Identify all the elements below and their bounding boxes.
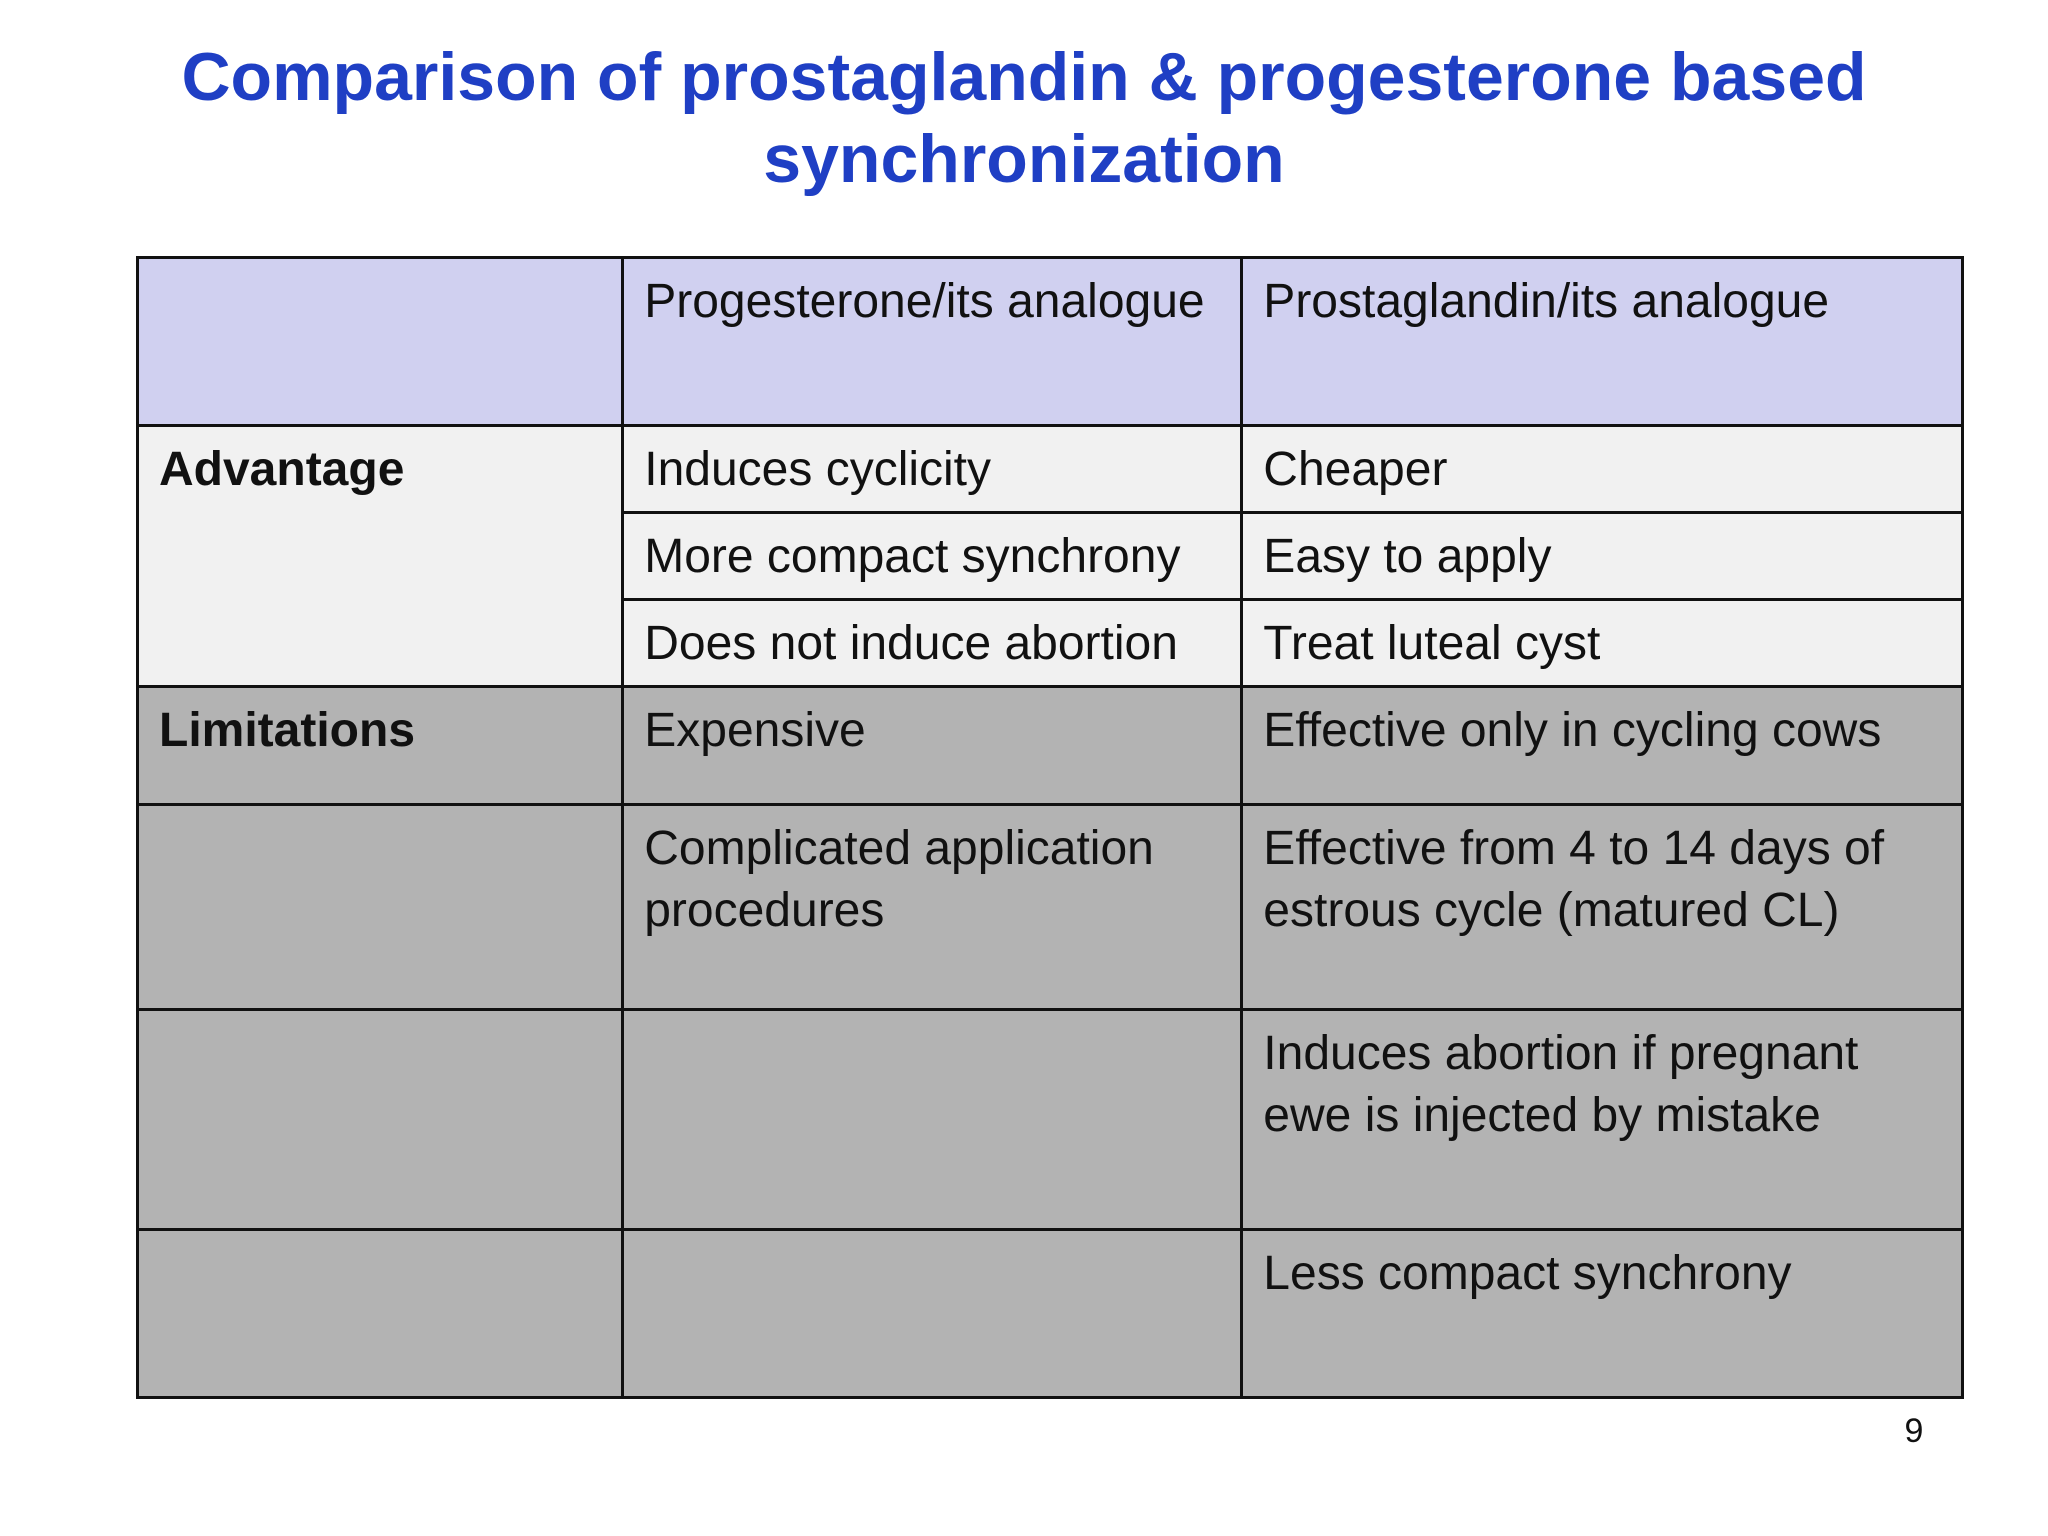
limitations-label: Limitations bbox=[138, 687, 623, 805]
limitations-empty-label-cell bbox=[138, 1230, 623, 1398]
limitations-prostaglandin-cell: Effective from 4 to 14 days of estrous cycle (matured CL) bbox=[1242, 805, 1963, 1010]
advantage-label: Advantage bbox=[138, 426, 623, 687]
header-prostaglandin: Prostaglandin/its analogue bbox=[1242, 258, 1963, 426]
advantage-prostaglandin-cell: Easy to apply bbox=[1242, 513, 1963, 600]
header-row bbox=[138, 258, 1963, 426]
limitations-row bbox=[138, 1010, 1963, 1230]
header-progesterone: Progesterone/its analogue bbox=[623, 258, 1242, 426]
limitations-progesterone-cell bbox=[623, 1010, 1242, 1230]
limitations-prostaglandin-cell: Less compact synchrony bbox=[1242, 1230, 1963, 1398]
advantage-row bbox=[138, 426, 1963, 513]
page-number: 9 bbox=[1904, 1412, 1924, 1450]
limitations-prostaglandin-cell: Effective only in cycling cows bbox=[1242, 687, 1963, 805]
header-corner-cell bbox=[138, 258, 623, 426]
limitations-progesterone-cell bbox=[623, 1230, 1242, 1398]
limitations-prostaglandin-cell: Induces abortion if pregnant ewe is injected by mistake bbox=[1242, 1010, 1963, 1230]
limitations-progesterone-cell: Expensive bbox=[623, 687, 1242, 805]
advantage-progesterone-cell: Does not induce abortion bbox=[623, 600, 1242, 687]
limitations-empty-label-cell bbox=[138, 805, 623, 1010]
slide-title bbox=[0, 36, 2048, 200]
limitations-empty-label-cell bbox=[138, 1010, 623, 1230]
slide-title-line1: Comparison of prostaglandin & progesterone based bbox=[181, 39, 1867, 115]
limitations-progesterone-cell: Complicated application procedures bbox=[623, 805, 1242, 1010]
advantage-prostaglandin-cell: Treat luteal cyst bbox=[1242, 600, 1963, 687]
advantage-progesterone-cell: More compact synchrony bbox=[623, 513, 1242, 600]
limitations-row bbox=[138, 1230, 1963, 1398]
slide-title-line2: synchronization bbox=[763, 121, 1285, 197]
limitations-row bbox=[138, 805, 1963, 1010]
advantage-progesterone-cell: Induces cyclicity bbox=[623, 426, 1242, 513]
comparison-table bbox=[136, 256, 1964, 1399]
limitations-row bbox=[138, 687, 1963, 805]
advantage-prostaglandin-cell: Cheaper bbox=[1242, 426, 1963, 513]
